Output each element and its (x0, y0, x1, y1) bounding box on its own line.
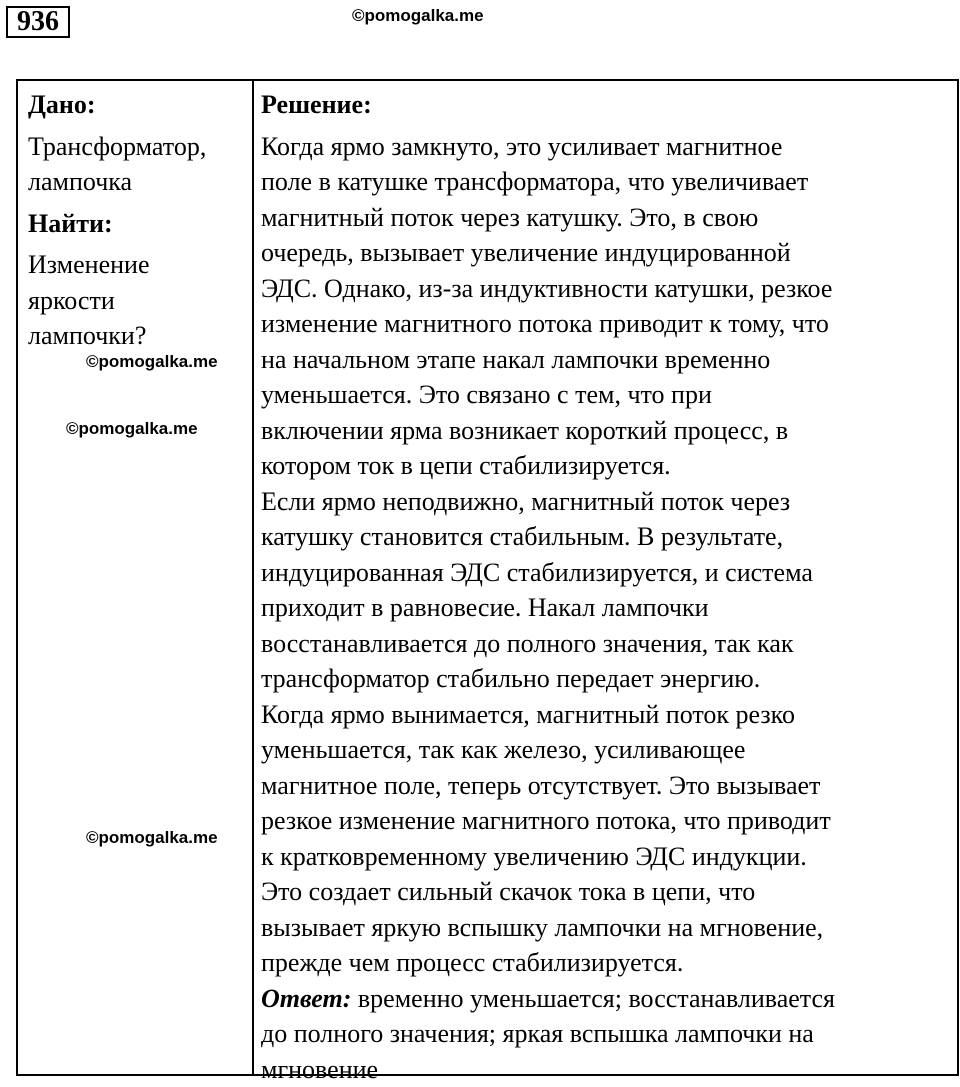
find-line: яркости (28, 283, 250, 319)
answer-text: временно уменьшается; восстанавливается (351, 984, 835, 1013)
solution-column (261, 87, 951, 1087)
answer-line (261, 981, 951, 1017)
solution-line: магнитное поле, теперь отсутствует. Это вызывает (261, 768, 951, 804)
column-divider (252, 81, 254, 1074)
solution-line: поле в катушке трансформатора, что увеличивает (261, 164, 951, 200)
solution-line: включении ярма возникает короткий процесс, в (261, 413, 951, 449)
find-line: Изменение (28, 247, 250, 283)
solution-line: трансформатор стабильно передает энергию. (261, 661, 951, 697)
solution-line: на начальном этапе накал лампочки временно (261, 342, 951, 378)
find-title: Найти: (28, 206, 250, 242)
solution-table (16, 79, 959, 1076)
solution-line: Это создает сильный скачок тока в цепи, что (261, 874, 951, 910)
solution-line: очередь, вызывает увеличение индуцированной (261, 235, 951, 271)
watermark-left-2: ©pomogalka.me (66, 419, 198, 439)
solution-line: резкое изменение магнитного потока, что приводит (261, 803, 951, 839)
solution-line: уменьшается. Это связано с тем, что при (261, 377, 951, 413)
answer-line: до полного значения; яркая вспышка лампочки на (261, 1016, 951, 1052)
problem-number: 936 (6, 6, 70, 38)
solution-line: восстанавливается до полного значения, так как (261, 626, 951, 662)
solution-line: Когда ярмо замкнуто, это усиливает магнитное (261, 129, 951, 165)
solution-line: к кратковременному увеличению ЭДС индукции. (261, 839, 951, 875)
solution-line: Если ярмо неподвижно, магнитный поток через (261, 484, 951, 520)
solution-line: вызывает яркую вспышку лампочки на мгновение, (261, 910, 951, 946)
given-line: лампочка (28, 164, 250, 200)
watermark-left-3: ©pomogalka.me (86, 828, 218, 848)
given-title: Дано: (28, 87, 250, 123)
watermark-top: ©pomogalka.me (352, 6, 484, 26)
watermark-left-1: ©pomogalka.me (86, 352, 218, 372)
solution-line: ЭДС. Однако, из-за индуктивности катушки, резкое (261, 271, 951, 307)
solution-line: индуцированная ЭДС стабилизируется, и система (261, 555, 951, 591)
solution-line: изменение магнитного потока приводит к тому, что (261, 306, 951, 342)
answer-line: мгновение (261, 1052, 951, 1087)
solution-line: котором ток в цепи стабилизируется. (261, 448, 951, 484)
given-line: Трансформатор, (28, 129, 250, 165)
solution-line: магнитный поток через катушку. Это, в свою (261, 200, 951, 236)
solution-line: прежде чем процесс стабилизируется. (261, 945, 951, 981)
answer-label: Ответ: (261, 984, 351, 1013)
solution-line: приходит в равновесие. Накал лампочки (261, 590, 951, 626)
find-line: лампочки? (28, 318, 250, 354)
solution-line: Когда ярмо вынимается, магнитный поток резко (261, 697, 951, 733)
solution-line: катушку становится стабильным. В результате, (261, 519, 951, 555)
solution-title: Решение: (261, 87, 951, 123)
given-column (28, 87, 250, 354)
solution-line: уменьшается, так как железо, усиливающее (261, 732, 951, 768)
